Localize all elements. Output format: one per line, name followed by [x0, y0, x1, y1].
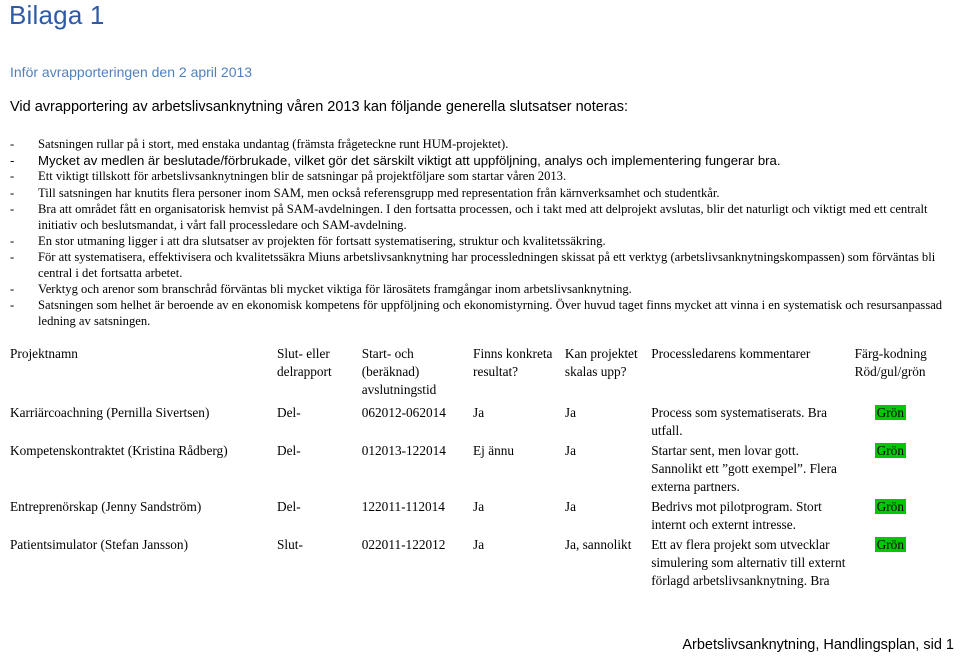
- cell-date: 062012-062014: [361, 405, 446, 420]
- header-scalable: Kan projektet skalas upp?: [564, 346, 638, 379]
- project-table: [7, 344, 960, 591]
- bullet-text: Satsningen som helhet är beroende av en ekonomisk kompetens för uppföljning och ekonomistyrning. Över huvud taget finns mycket att vinna i en systematisk och resursanpassad ledning av satsningen.: [38, 298, 943, 328]
- cell-color: [852, 403, 960, 441]
- page-title: Bilaga 1: [9, 0, 105, 30]
- cell-results: Ja: [473, 537, 485, 552]
- table-row: [7, 497, 960, 535]
- cell-scalable: Ja: [564, 443, 576, 458]
- table-row: [7, 441, 960, 497]
- bullet-text: Mycket av medlen är beslutade/förbrukade, vilket gör det särskilt viktigt att uppföljning, analys och implementering fungerar bra.: [38, 153, 781, 169]
- list-item: - För att systematisera, effektivisera och kvalitetssäkra Miuns arbetslivsanknytning har processledningen skissat på ett verktyg (arbetslivsanknytningskompassen) som förväntas bli central i det fortsatta arbetet.: [10, 249, 936, 280]
- page-subtitle: Inför avrapporteringen den 2 april 2013: [10, 64, 253, 80]
- cell-color: [852, 535, 960, 591]
- header-name: Projektnamn: [10, 346, 78, 361]
- cell-name: Patientsimulator (Stefan Jansson): [10, 537, 189, 552]
- header-comment: Processledarens kommentarer: [651, 346, 811, 361]
- page-footer: Arbetslivsanknytning, Handlingsplan, sid 1: [682, 637, 954, 653]
- bullet-text: En stor utmaning ligger i att dra slutsatser av projekten för fortsatt systematisering, struktur och kvalitetssäkring.: [38, 233, 606, 248]
- table-row: [7, 403, 960, 441]
- list-item: - Bra att området fått en organisatorisk hemvist på SAM-avdelningen. I den fortsatta processen, och i takt med att delprojekt avslutas, blir det naturligt och viktigt med ett centralt initiativ och beslutsmandat, i vårt fall processledare och SAM-avdelning.: [10, 201, 928, 232]
- status-badge: Grön: [876, 537, 904, 552]
- cell-color: [852, 441, 960, 497]
- table-row: [7, 535, 960, 591]
- cell-comment: Startar sent, men lovar gott. Sannolikt ett ”gott exempel”. Flera externa partners.: [651, 443, 837, 494]
- cell-scalable: Ja: [564, 405, 576, 420]
- cell-name: Entreprenörskap (Jenny Sandström): [10, 499, 202, 514]
- bullet-text: Ett viktigt tillskott för arbetslivsanknytningen blir de satsningar på projektföljare som startar våren 2013.: [38, 169, 567, 184]
- cell-date: 012013-122014: [361, 443, 446, 458]
- cell-comment: Bedrivs mot pilotprogram. Stort internt och externt intresse.: [651, 499, 822, 532]
- list-item: - Till satsningen har knutits flera personer inom SAM, men också referensgrupp med representation från kärnverksamhet och studentkår.: [10, 185, 720, 200]
- list-item: - Verktyg och arenor som branschråd förväntas bli mycket viktiga för lärosätets framgångar inom arbetslivsanknytning.: [10, 281, 632, 296]
- list-item: - Satsningen som helhet är beroende av en ekonomisk kompetens för uppföljning och ekonomistyrning. Över huvud taget finns mycket att vinna i en systematisk och resursanpassad ledning av satsningen.: [10, 298, 943, 328]
- cell-scalable: Ja, sannolikt: [564, 537, 632, 552]
- cell-type: Del-: [277, 443, 301, 458]
- cell-date: 022011-122012: [361, 537, 446, 552]
- status-badge: Grön: [876, 405, 904, 420]
- header-date: Start- och (beräknad) avslutningstid: [361, 346, 437, 397]
- cell-results: Ej ännu: [473, 443, 515, 458]
- intro-text: Vid avrapportering av arbetslivsanknytning våren 2013 kan följande generella slutsatser noteras:: [10, 99, 628, 115]
- cell-type: Del-: [277, 499, 301, 514]
- cell-type: Slut-: [277, 537, 303, 552]
- cell-results: Ja: [473, 499, 485, 514]
- list-item: - Ett viktigt tillskott för arbetslivsanknytningen blir de satsningar på projektföljare som startar våren 2013.: [10, 169, 567, 184]
- list-item: - Satsningen rullar på i stort, med enstaka undantag (främsta frågeteckne runt HUM-projektet).: [10, 137, 509, 151]
- cell-results: Ja: [473, 405, 485, 420]
- conclusions-list: [10, 137, 955, 330]
- cell-date: 122011-112014: [361, 499, 445, 514]
- bullet-text: Bra att området fått en organisatorisk hemvist på SAM-avdelningen. I den fortsatta processen, och i takt med att delprojekt avslutas, blir det naturligt och viktigt med ett centralt initiativ och beslutsmandat, i vårt fall processledare och SAM-avdelning.: [38, 201, 928, 232]
- header-results: Finns konkreta resultat?: [473, 346, 553, 379]
- header-color: Färg-kodning Röd/gul/grön: [854, 346, 927, 379]
- list-item: - En stor utmaning ligger i att dra slutsatser av projekten för fortsatt systematisering, struktur och kvalitetssäkring.: [10, 233, 606, 248]
- bullet-text: För att systematisera, effektivisera och kvalitetssäkra Miuns arbetslivsanknytning har processledningen skissat på ett verktyg (arbetslivsanknytningskompassen) som förväntas bli central i det fortsatta arbetet.: [38, 249, 936, 280]
- cell-name: Karriärcoachning (Pernilla Sivertsen): [10, 405, 210, 420]
- cell-type: Del-: [277, 405, 301, 420]
- bullet-text: Till satsningen har knutits flera personer inom SAM, men också referensgrupp med representation från kärnverksamhet och studentkår.: [38, 185, 720, 200]
- status-badge: Grön: [876, 499, 904, 514]
- cell-scalable: Ja: [564, 499, 576, 514]
- cell-name: Kompetenskontraktet (Kristina Rådberg): [10, 443, 228, 458]
- list-item: - Mycket av medlen är beslutade/förbrukade, vilket gör det särskilt viktigt att uppföljning, analys och implementering fungerar bra.: [10, 153, 781, 169]
- table-header-row: [7, 344, 960, 403]
- bullet-text: Satsningen rullar på i stort, med enstaka undantag (främsta frågeteckne runt HUM-projektet).: [38, 137, 509, 151]
- header-type: Slut- eller delrapport: [277, 346, 332, 379]
- cell-comment: Ett av flera projekt som utvecklar simulering som alternativ till externt förlagd arbetslivsanknytning. Bra: [651, 537, 846, 588]
- cell-comment: Process som systematiserats. Bra utfall.: [651, 405, 827, 438]
- cell-color: [852, 497, 960, 535]
- status-badge: Grön: [876, 443, 904, 458]
- bullet-text: Verktyg och arenor som branschråd förväntas bli mycket viktiga för lärosätets framgångar inom arbetslivsanknytning.: [38, 281, 632, 296]
